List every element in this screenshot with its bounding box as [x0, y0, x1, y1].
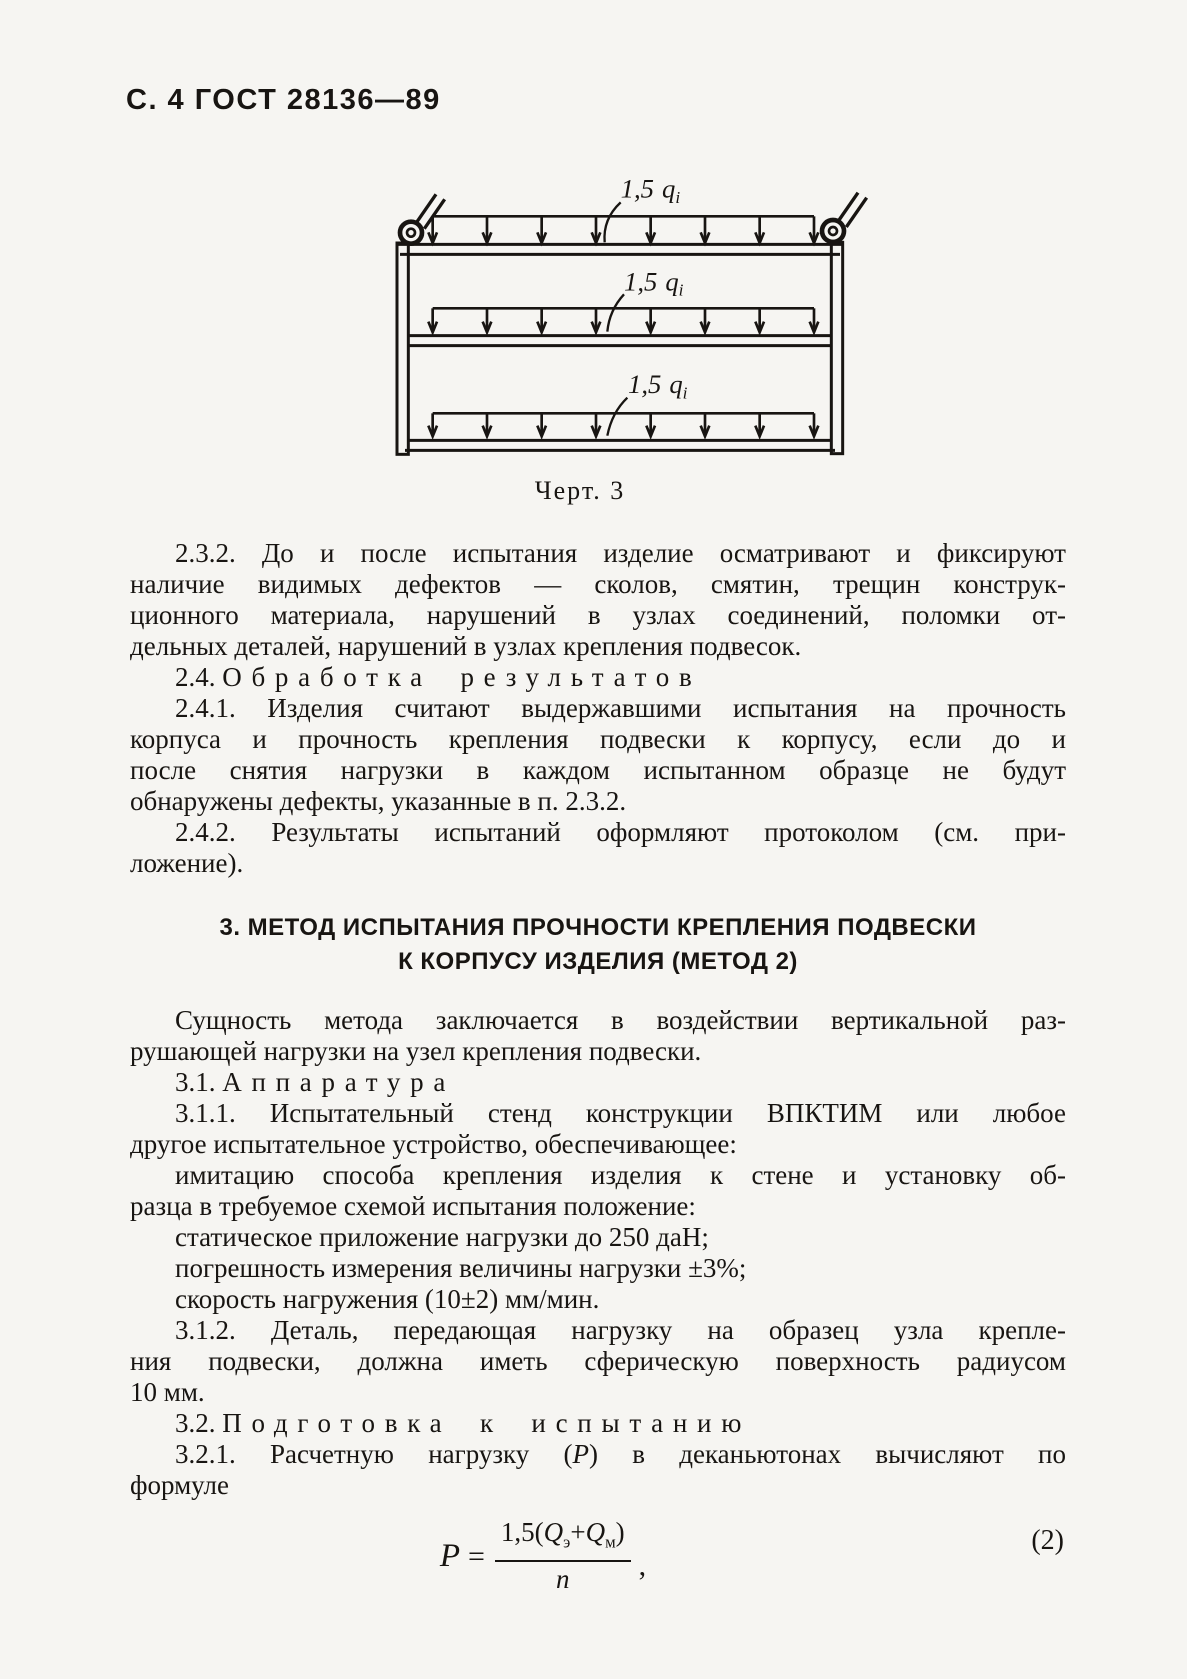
text-line: статическое приложение нагрузки до 250 даН;: [175, 1222, 709, 1252]
text-line: ния подвески, должна иметь сферическую поверхность радиусом: [130, 1346, 1066, 1376]
paragraph: [130, 1005, 1066, 1067]
leader-top: [604, 202, 620, 242]
right-hook-icon: [822, 193, 867, 242]
text-line: 2.4. Обработка результатов: [175, 662, 702, 692]
text-line: другое испытательное устройство, обеспечивающее:: [130, 1129, 737, 1159]
text-line: рушающей нагрузки на узел крепления подвески.: [130, 1036, 702, 1066]
text-line: 2.3.2. До и после испытания изделие осматривают и фиксируют: [175, 538, 1066, 568]
paragraph: [130, 693, 1066, 817]
cabinet-left-wall: [397, 243, 408, 454]
formula-comma: ,: [638, 1549, 647, 1583]
text-line: 3.2.1. Расчетную нагрузку (Р) в деканьютонах вычисляют по: [175, 1439, 1066, 1469]
text-line: скорость нагружения (10±2) мм/мин.: [175, 1284, 600, 1314]
text-line: 3.1.2. Деталь, передающая нагрузку на образец узла крепле-: [175, 1315, 1066, 1345]
paragraph: [130, 1067, 1066, 1098]
load-arrows-bottom: [428, 413, 818, 436]
text-line: ционного материала, нарушений в узлах соединений, поломки от-: [130, 600, 1066, 630]
fraction: [495, 1517, 631, 1595]
text-line: 2.4.2. Результаты испытаний оформляют протоколом (см. при-: [175, 817, 1066, 847]
paragraph: [130, 538, 1066, 662]
text-line: после снятия нагрузки в каждом испытанном образце не будут: [130, 755, 1066, 785]
text-line: 3. МЕТОД ИСПЫТАНИЯ ПРОЧНОСТИ КРЕПЛЕНИЯ ПОДВЕСКИ: [219, 914, 977, 941]
load-arrows-top: [428, 216, 818, 243]
text-line: 2.4.1. Изделия считают выдержавшими испытания на прочность: [175, 693, 1066, 723]
section-heading: [160, 911, 1036, 979]
leader-middle: [607, 294, 624, 331]
fraction-numerator: $1,5(Q_э+Q_м)$: [495, 1517, 631, 1562]
text-line: К КОРПУСУ ИЗДЕЛИЯ (МЕТОД 2): [398, 948, 798, 975]
text-line: разца в требуемое схемой испытания положение:: [130, 1191, 696, 1221]
figure-caption: Черт. 3: [534, 476, 626, 505]
load-label-middle: 1,5 $q_i$: [624, 266, 684, 300]
paragraph: [130, 1315, 1066, 1408]
cabinet-right-wall: [831, 242, 842, 453]
equation-number: (2): [1031, 1525, 1064, 1556]
paragraph: [130, 1098, 1066, 1160]
paragraph: [130, 817, 1066, 879]
load-label-top: 1,5 $q_i$: [620, 173, 681, 207]
text-line: Сущность метода заключается в воздействии вертикальной раз-: [175, 1005, 1066, 1035]
paragraph: [130, 1439, 1066, 1501]
formula-expression: [130, 1517, 956, 1595]
cabinet-load-diagram: [350, 145, 870, 475]
text-line: дельных деталей, нарушений в узлах крепления подвесок.: [130, 631, 802, 661]
text-line: обнаружены дефекты, указанные в п. 2.3.2.: [130, 786, 627, 816]
paragraph: [130, 1253, 1066, 1284]
load-label-bottom: 1,5 $q_i$: [628, 369, 688, 403]
figure-chert-3: [350, 145, 870, 475]
fraction-denominator: n: [556, 1564, 570, 1595]
paragraph: [130, 1160, 1066, 1222]
text-line: 3.1. Аппаратура: [175, 1067, 456, 1097]
equals-sign: =: [467, 1539, 485, 1573]
text-line: имитацию способа крепления изделия к стене и установку об-: [175, 1160, 1066, 1190]
paragraph: [130, 662, 1066, 693]
text-line: ложение).: [130, 848, 244, 878]
text-line: формуле: [130, 1470, 229, 1500]
paragraph: [130, 1408, 1066, 1439]
text-line: 10 мм.: [130, 1377, 205, 1407]
paragraph: [130, 1284, 1066, 1315]
formula-2: [130, 1517, 1066, 1617]
text-line: наличие видимых дефектов — сколов, смятин, трещин конструк-: [130, 569, 1066, 599]
paragraph: [130, 1222, 1066, 1253]
text-line: 3.2. Подготовка к испытанию: [175, 1408, 752, 1438]
text-line: погрешность измерения величины нагрузки ±3%;: [175, 1253, 747, 1283]
text-line: корпуса и прочность крепления подвески к корпусу, если до и: [130, 724, 1066, 754]
left-hook-icon: [400, 194, 445, 243]
leader-bottom: [607, 398, 627, 436]
formula-lhs: P: [439, 1537, 460, 1574]
body-text: [130, 538, 1066, 1617]
load-arrows-middle: [428, 308, 818, 332]
text-line: 3.1.1. Испытательный стенд конструкции ВПКТИМ или любое: [175, 1098, 1066, 1128]
page-header: С. 4 ГОСТ 28136—89: [126, 84, 441, 116]
